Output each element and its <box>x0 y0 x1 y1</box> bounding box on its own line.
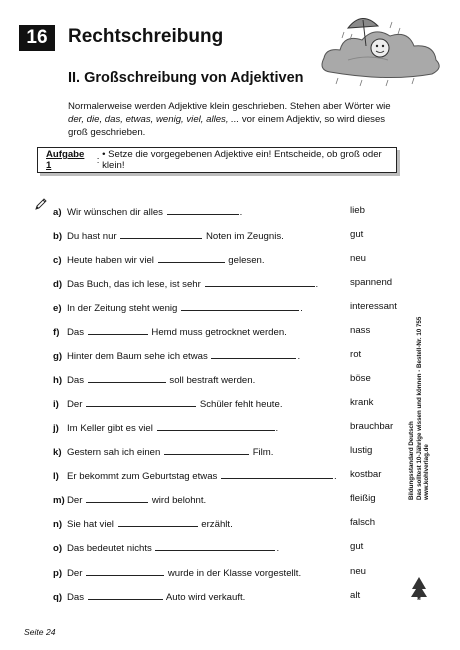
answer-blank[interactable] <box>157 420 275 431</box>
exercise-text-after: . <box>315 279 319 290</box>
exercise-text-before: Das <box>67 592 85 603</box>
task-label: Aufgabe 1 <box>46 149 85 171</box>
exercise-text-after: . <box>334 471 337 482</box>
adjective-hint: böse <box>350 373 371 384</box>
exercise-letter: q) <box>53 592 63 603</box>
exercise-text-before: Du hast nur <box>67 231 117 242</box>
exercise-letter: a) <box>53 207 62 218</box>
exercise-text-after: Schüler fehlt heute. <box>199 399 283 410</box>
exercise-text-after: erzählt. <box>201 519 233 530</box>
exercise-text-before: Der <box>67 568 83 579</box>
intro-emphasis: der, die, das, etwas, wenig, viel, alles, ... <box>68 114 240 125</box>
adjective-hint: rot <box>350 349 362 360</box>
exercise-text-before: Er bekommt zum Geburtstag etwas <box>67 471 218 482</box>
exercise-text-before: Das <box>67 327 85 338</box>
exercise-text-after: Hemd muss getrocknet werden. <box>151 327 287 338</box>
exercise-text-after: . <box>300 303 303 314</box>
answer-blank[interactable] <box>211 348 296 359</box>
exercise-row <box>53 516 233 530</box>
exercise-letter: m) <box>53 495 65 506</box>
exercise-text-after: gelesen. <box>228 255 265 266</box>
exercise-text-after: . <box>239 207 243 218</box>
adjective-hint: gut <box>350 541 364 552</box>
exercise-text-before: Der <box>67 399 83 410</box>
exercise-row <box>53 300 303 314</box>
adjective-hint: kostbar <box>350 469 382 480</box>
exercise-text-after: Auto wird verkauft. <box>165 592 246 603</box>
sidebar-line-1: Bildungsstandard Deutsch <box>408 421 415 500</box>
answer-blank[interactable] <box>221 468 333 479</box>
exercise-letter: g) <box>53 351 63 362</box>
adjective-hint: krank <box>350 397 374 408</box>
exercise-row <box>53 396 282 410</box>
exercise-letter: h) <box>53 375 63 386</box>
intro-text <box>68 100 398 139</box>
exercise-text-after: wird belohnt. <box>151 495 207 506</box>
task-box <box>37 147 397 173</box>
exercise-row <box>53 444 273 458</box>
answer-blank[interactable] <box>164 444 249 455</box>
exercise-text-after: Film. <box>252 447 274 458</box>
exercise-text-before: Der <box>67 495 83 506</box>
answer-blank[interactable] <box>88 324 148 335</box>
adjective-hint: neu <box>350 566 367 577</box>
adjective-hint: lieb <box>350 205 365 216</box>
exercise-letter: l) <box>53 471 59 482</box>
exercise-text-before: Hinter dem Baum sehe ich etwas <box>67 351 208 362</box>
worksheet-number: 16 <box>19 25 55 51</box>
answer-blank[interactable] <box>205 276 315 287</box>
answer-blank[interactable] <box>88 589 163 600</box>
exercise-row <box>53 565 301 579</box>
exercise-letter: d) <box>53 279 63 290</box>
exercise-text-before: Heute haben wir viel <box>67 255 154 266</box>
exercise-letter: i) <box>53 399 59 410</box>
exercise-row <box>53 276 318 290</box>
logo-text: KOHL VERLAG <box>409 598 429 601</box>
section-title: II. Großschreibung von Adjektiven <box>68 70 304 86</box>
task-colon: : <box>96 154 100 166</box>
exercise-row <box>53 348 300 362</box>
pencil-icon <box>34 197 48 211</box>
intro-part1: Normalerweise werden Adjektive klein geschrieben. Stehen aber Wörter wie <box>68 101 391 112</box>
exercise-text-before: Wir wünschen dir alles <box>67 207 163 218</box>
adjective-hint: falsch <box>350 517 376 528</box>
exercise-letter: o) <box>53 543 63 554</box>
task-instruction: • Setze die vorgegebenen Adjektive ein! Entscheide, ob groß oder klein! <box>102 149 382 171</box>
answer-blank[interactable] <box>86 565 164 576</box>
exercise-text-after: . <box>276 543 280 554</box>
exercise-letter: p) <box>53 568 63 579</box>
exercise-text-before: Gestern sah ich einen <box>67 447 161 458</box>
exercise-text-after: Noten im Zeugnis. <box>205 231 284 242</box>
exercise-row <box>53 252 265 266</box>
exercise-letter: n) <box>53 519 63 530</box>
adjective-hint: brauchbar <box>350 421 394 432</box>
exercise-text-before: In der Zeitung steht wenig <box>67 303 178 314</box>
exercise-text-after: wurde in der Klasse vorgestellt. <box>167 568 302 579</box>
rain-cloud-illustration <box>318 8 448 88</box>
exercise-text-before: Das Buch, das ich lese, ist sehr <box>67 279 201 290</box>
adjective-hint: alt <box>350 590 361 601</box>
page-number: Seite 24 <box>24 627 56 637</box>
exercise-text-before: Sie hat viel <box>67 519 114 530</box>
worksheet-topic: Rechtschreibung <box>68 26 224 47</box>
exercise-letter: f) <box>53 327 60 338</box>
exercise-row <box>53 589 245 603</box>
exercise-row <box>53 204 242 218</box>
exercise-text-before: Das bedeutet nichts <box>67 543 152 554</box>
answer-blank[interactable] <box>167 204 239 215</box>
exercise-letter: b) <box>53 231 63 242</box>
answer-blank[interactable] <box>118 516 198 527</box>
adjective-hint: lustig <box>350 445 373 456</box>
exercise-row <box>53 228 284 242</box>
answer-blank[interactable] <box>86 492 148 503</box>
exercise-row <box>53 420 278 434</box>
exercise-text-after: . <box>275 423 279 434</box>
exercise-text-before: Im Keller gibt es viel <box>67 423 153 434</box>
intro-part2: vor einem Adjektiv, so wird dieses groß geschrieben. <box>68 114 386 138</box>
answer-blank[interactable] <box>120 228 202 239</box>
exercise-row <box>53 492 206 506</box>
exercise-letter: k) <box>53 447 62 458</box>
sidebar-line-3: www.kohlverlag.de <box>423 444 430 500</box>
exercise-row <box>53 324 287 338</box>
exercise-letter: e) <box>53 303 62 314</box>
adjective-hint: interessant <box>350 301 397 312</box>
exercise-text-after: . <box>297 351 301 362</box>
publisher-sidebar <box>408 317 431 500</box>
answer-blank[interactable] <box>181 300 299 311</box>
adjective-hint: fleißig <box>350 493 376 504</box>
adjective-hint: neu <box>350 253 367 264</box>
adjective-hint: gut <box>350 229 364 240</box>
answer-blank[interactable] <box>88 372 166 383</box>
exercise-text-after: soll bestraft werden. <box>169 375 256 386</box>
exercise-row <box>53 540 279 554</box>
exercise-letter: j) <box>53 423 59 434</box>
adjective-hint: spannend <box>350 277 393 288</box>
exercise-row <box>53 468 337 482</box>
answer-blank[interactable] <box>86 396 196 407</box>
sidebar-line-2: Das solltest 10-Jährige wissen und können - Bestell-Nr. 10 755 <box>415 316 423 500</box>
adjective-hint: nass <box>350 325 371 336</box>
publisher-logo <box>406 575 432 601</box>
answer-blank[interactable] <box>158 252 225 263</box>
exercise-letter: c) <box>53 255 62 266</box>
exercise-text-before: Das <box>67 375 85 386</box>
exercise-row <box>53 372 255 386</box>
answer-blank[interactable] <box>155 540 275 551</box>
